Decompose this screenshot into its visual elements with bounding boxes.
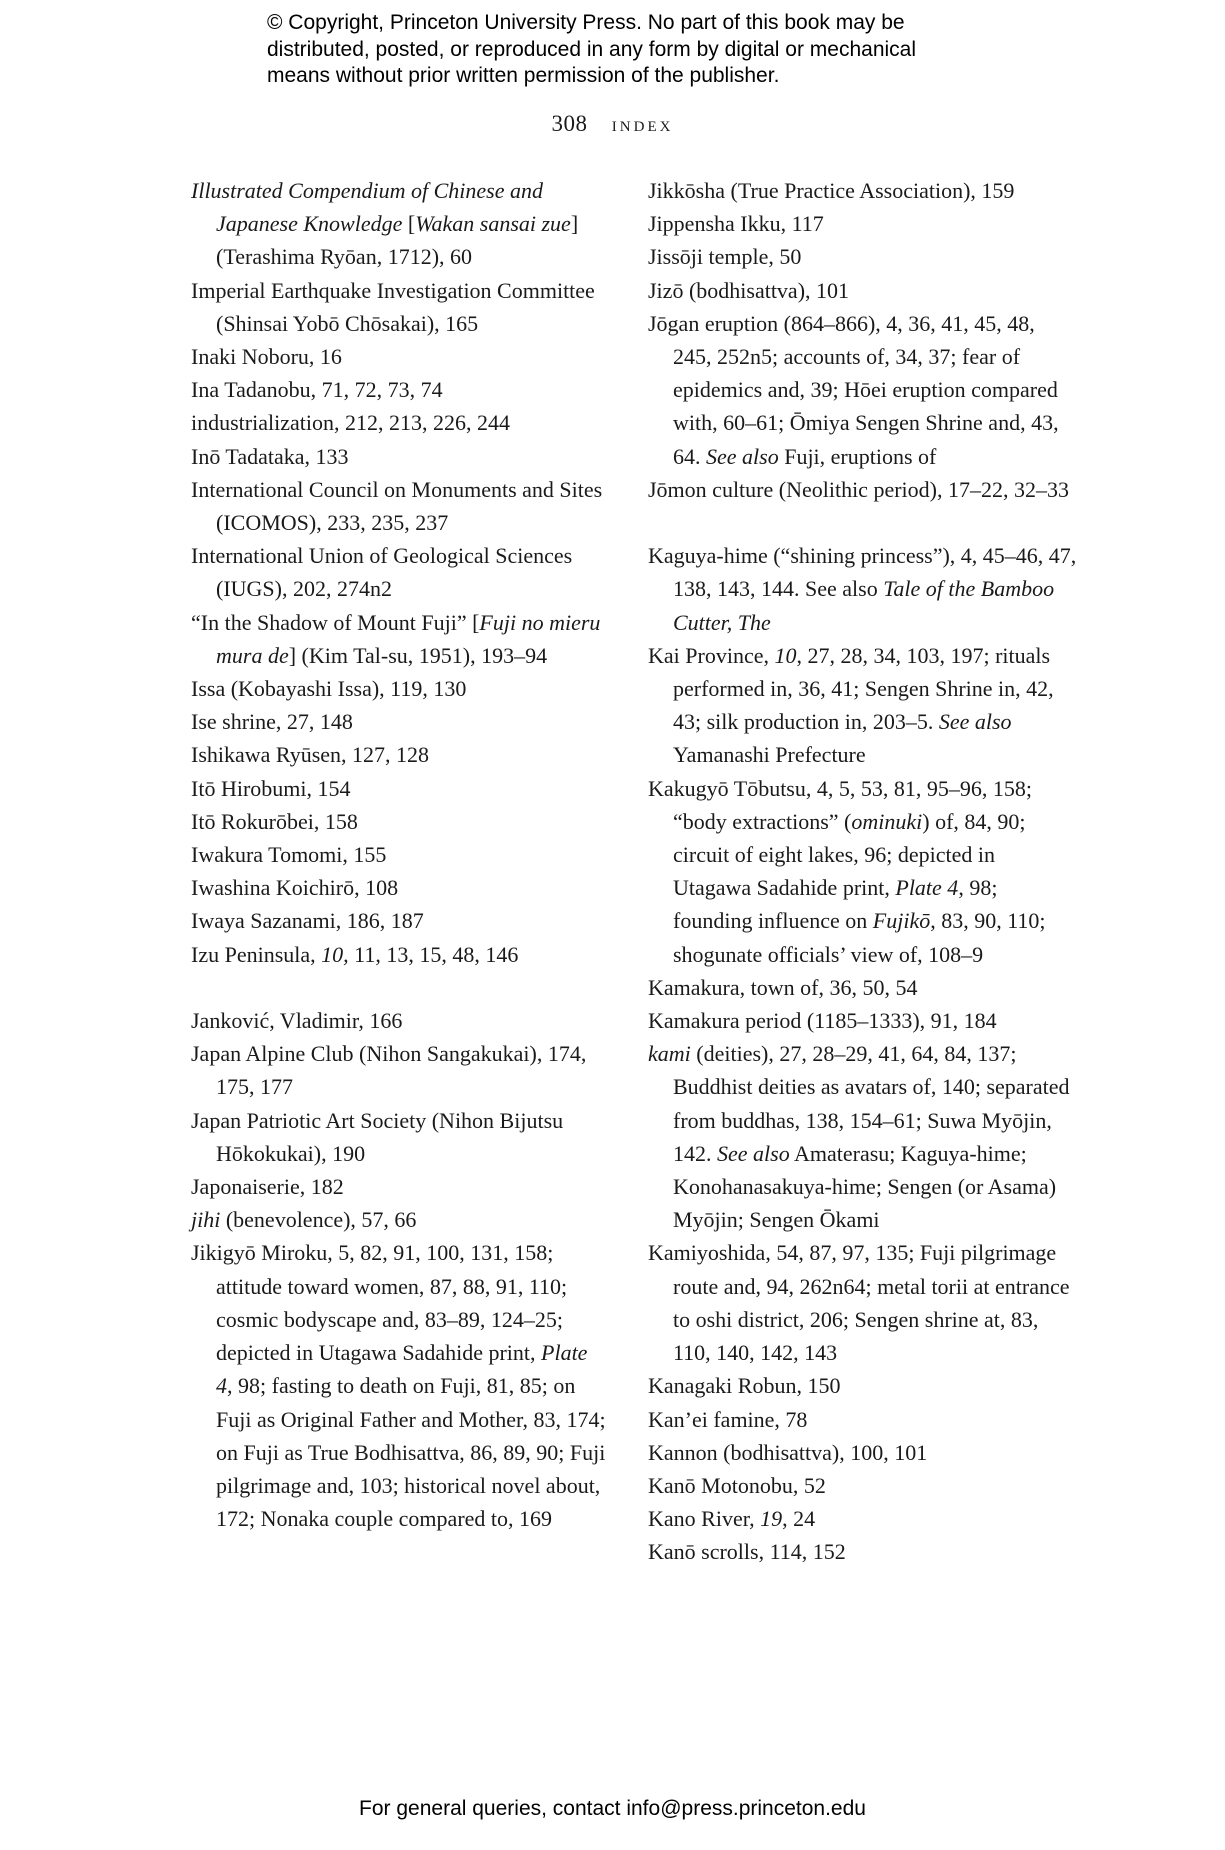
index-entry: “In the Shadow of Mount Fuji” [Fuji no mieru mura de] (Kim Tal-su, 1951), 193–94 bbox=[191, 609, 601, 668]
copyright-line: distributed, posted, or reproduced in any form by digital or mechanical bbox=[267, 37, 917, 61]
index-entry: Issa (Kobayashi Issa), 119, 130 bbox=[191, 676, 467, 702]
index-entry: Kanō Motonobu, 52 bbox=[648, 1472, 826, 1498]
index-entry: Japan Alpine Club (Nihon Sangakukai), 174, 175, 177 bbox=[191, 1041, 587, 1100]
index-entry: Kan’ei famine, 78 bbox=[648, 1406, 808, 1432]
index-column-right bbox=[648, 174, 1078, 1569]
index-entry: Japan Patriotic Art Society (Nihon Bijutsu Hōkokukai), 190 bbox=[191, 1107, 564, 1166]
index-entry: Kakugyō Tōbutsu, 4, 5, 53, 81, 95–96, 158; “body extractions” (ominuki) of, 84, 90; circuit of eight lakes, 96; depicted in Utagawa Sadahide print, Plate 4, 98; founding influence on Fujikō, 83, 90, 110; shogunate officials’ view of, 108–9 bbox=[648, 775, 1046, 967]
letter-group-gap bbox=[191, 971, 606, 1004]
running-head bbox=[0, 111, 1225, 137]
copyright-line: © Copyright, Princeton University Press. No part of this book may be bbox=[267, 11, 905, 34]
page-number: 308 bbox=[551, 111, 588, 136]
index-entry: Iwaya Sazanami, 186, 187 bbox=[191, 908, 424, 934]
index-entry: Kano River, 19, 24 bbox=[648, 1506, 816, 1532]
index-entry: Jikkōsha (True Practice Association), 159 bbox=[648, 178, 1015, 203]
index-entry: Jōmon culture (Neolithic period), 17–22, 32–33 bbox=[648, 476, 1069, 502]
index-entry: Iwashina Koichirō, 108 bbox=[191, 875, 399, 901]
index-entry: Jōgan eruption (864–866), 4, 36, 41, 45, 48, 245, 252n5; accounts of, 34, 37; fear of epidemics and, 39; Hōei eruption compared with, 60–61; Ōmiya Sengen Shrine and, 43, 64. See also Fuji, eruptions of bbox=[648, 310, 1059, 469]
index-column-left bbox=[191, 174, 606, 1535]
index-entry: Kanō scrolls, 114, 152 bbox=[648, 1539, 846, 1565]
index-entry: Itō Hirobumi, 154 bbox=[191, 775, 351, 801]
copyright-notice bbox=[267, 10, 1027, 90]
index-entry: Kamakura, town of, 36, 50, 54 bbox=[648, 974, 918, 1000]
index-entry: Kannon (bodhisattva), 100, 101 bbox=[648, 1439, 928, 1465]
index-entry: Iwakura Tomomi, 155 bbox=[191, 842, 387, 868]
copyright-line: means without prior written permission of the publisher. bbox=[267, 64, 780, 87]
index-entry: International Council on Monuments and Sites (ICOMOS), 233, 235, 237 bbox=[191, 476, 603, 536]
index-entry: industrialization, 212, 213, 226, 244 bbox=[191, 410, 510, 436]
index-entry: Kaguya-hime (“shining princess”), 4, 45–46, 47, 138, 143, 144. See also Tale of the Bamboo Cutter, The bbox=[648, 543, 1077, 635]
index-entry: International Union of Geological Sciences (IUGS), 202, 274n2 bbox=[191, 543, 573, 602]
index-entry: Kamakura period (1185–1333), 91, 184 bbox=[648, 1008, 997, 1034]
index-entry: Jissōji temple, 50 bbox=[648, 244, 802, 270]
index-entry: Ishikawa Ryūsen, 127, 128 bbox=[191, 742, 430, 768]
index-entry: Ina Tadanobu, 71, 72, 73, 74 bbox=[191, 377, 443, 403]
index-entry: Inaki Noboru, 16 bbox=[191, 344, 342, 370]
letter-group-gap bbox=[648, 506, 1078, 539]
index-entry: jihi (benevolence), 57, 66 bbox=[191, 1207, 417, 1233]
index-entry: Itō Rokurōbei, 158 bbox=[191, 808, 358, 834]
index-entry: Illustrated Compendium of Chinese and Japanese Knowledge [Wakan sansai zue] (Terashima Ryōan, 1712), 60 bbox=[191, 178, 579, 270]
index-entry: Imperial Earthquake Investigation Committee (Shinsai Yobō Chōsakai), 165 bbox=[191, 277, 595, 336]
index-entry: Jippensha Ikku, 117 bbox=[648, 211, 824, 237]
index-entry: Kamiyoshida, 54, 87, 97, 135; Fuji pilgrimage route and, 94, 262n64; metal torii at entrance to oshi district, 206; Sengen shrine at, 83, 110, 140, 142, 143 bbox=[648, 1240, 1070, 1366]
index-entry: Janković, Vladimir, 166 bbox=[191, 1008, 403, 1034]
index-entry: Jikigyō Miroku, 5, 82, 91, 100, 131, 158; attitude toward women, 87, 88, 91, 110; cosmic bodyscape and, 83–89, 124–25; depicted in Utagawa Sadahide print, Plate 4, 98; fasting to death on Fuji, 81, 85; on Fuji as Original Father and Mother, 83, 174; on Fuji as True Bodhisattva, 86, 89, 90; Fuji pilgrimage and, 103; historical novel about, 172; Nonaka couple compared to, 169 bbox=[191, 1240, 606, 1532]
footer-contact: For general queries, contact info@press.princeton.edu bbox=[359, 1797, 866, 1820]
page-title: index bbox=[611, 111, 674, 136]
index-entry: Kai Province, 10, 27, 28, 34, 103, 197; rituals performed in, 36, 41; Sengen Shrine in, 42, 43; silk production in, 203–5. See also Yamanashi Prefecture bbox=[648, 642, 1054, 768]
index-entry: Izu Peninsula, 10, 11, 13, 15, 48, 146 bbox=[191, 941, 519, 967]
index-entry: Japonaiserie, 182 bbox=[191, 1174, 344, 1200]
index-entry: Kanagaki Robun, 150 bbox=[648, 1373, 841, 1399]
index-entry: Inō Tadataka, 133 bbox=[191, 443, 349, 469]
index-entry: Ise shrine, 27, 148 bbox=[191, 709, 353, 735]
index-entry: Jizō (bodhisattva), 101 bbox=[648, 277, 850, 303]
index-entry: kami (deities), 27, 28–29, 41, 64, 84, 137; Buddhist deities as avatars of, 140; separated from buddhas, 138, 154–61; Suwa Myōjin, 142. See also Amaterasu; Kaguya-hime; Konohanasakuya-hime; Sengen (or Asama) Myōjin; Sengen Ōkami bbox=[648, 1041, 1070, 1233]
